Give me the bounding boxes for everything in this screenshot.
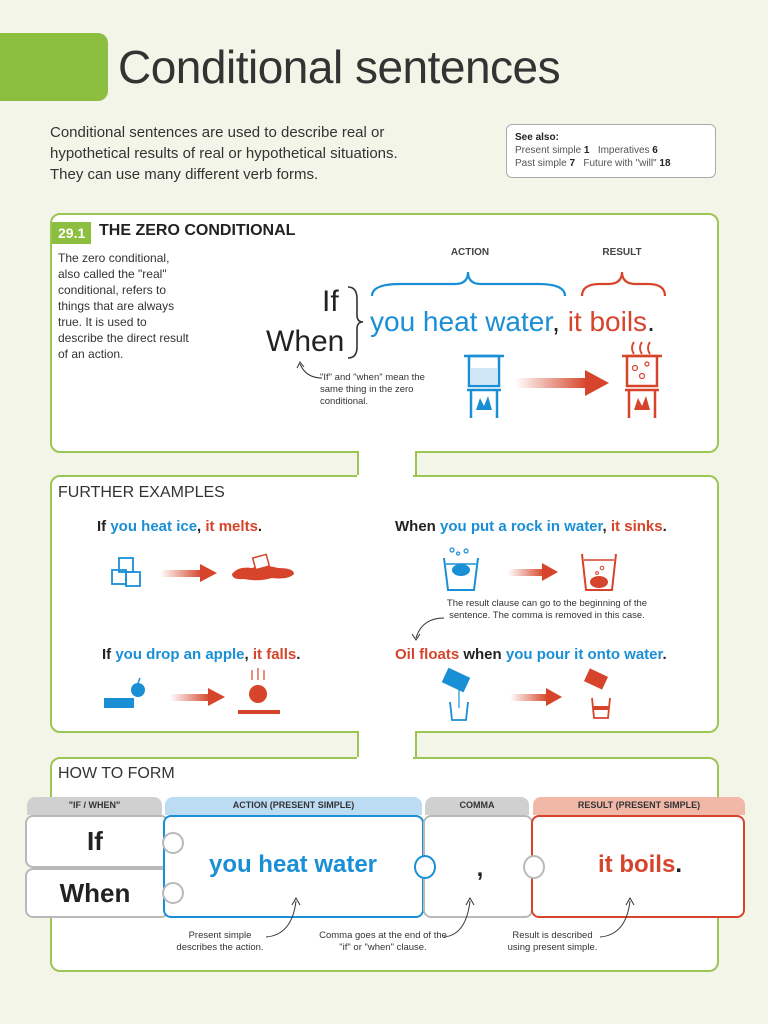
oil-floating-icon xyxy=(580,668,622,722)
ex3-action: you drop an apple xyxy=(115,646,245,663)
if-when-brace xyxy=(345,285,365,360)
see-also-num: 7 xyxy=(569,158,576,169)
see-also-link[interactable]: Future with "will" xyxy=(583,158,657,169)
see-also-link[interactable]: Present simple xyxy=(515,145,582,156)
apple-on-table-icon xyxy=(102,676,152,712)
ex3-if: If xyxy=(102,646,116,663)
action-clause: you heat water xyxy=(370,306,553,337)
see-also-num: 1 xyxy=(583,145,590,156)
see-also-box xyxy=(506,124,716,178)
panel-connector xyxy=(357,451,417,477)
form-if-word: If xyxy=(87,826,103,856)
col-action-header: ACTION (PRESENT SIMPLE) xyxy=(165,797,422,815)
ice-cubes-icon xyxy=(108,556,148,590)
note-result: Result is described using present simple. xyxy=(507,930,598,953)
form-result-clause xyxy=(540,851,740,879)
chapter-tab xyxy=(0,33,108,101)
ex2-comma: , xyxy=(602,518,611,535)
example-2 xyxy=(395,518,667,535)
ex3-period: . xyxy=(296,646,301,663)
if-word: If xyxy=(322,285,339,318)
ex4-result: Oil floats xyxy=(395,646,460,663)
ex2-period: . xyxy=(662,518,667,535)
arrow-right-icon xyxy=(510,688,562,706)
ex1-if: If xyxy=(97,518,111,535)
ex2-action: you put a rock in water xyxy=(440,518,603,535)
when-word: When xyxy=(266,325,345,358)
connector-mask xyxy=(357,757,413,760)
col-comma-header: COMMA xyxy=(425,797,529,815)
rock-in-glass-icon xyxy=(440,546,482,592)
connector-mask xyxy=(357,475,413,478)
col-if-when-header: "IF / WHEN" xyxy=(27,797,162,815)
comma: , xyxy=(552,306,560,337)
see-also-heading: See also: xyxy=(515,132,559,143)
further-note: The result clause can go to the beginning of the sentence. The comma is removed in this case. xyxy=(446,598,648,621)
further-title: FURTHER EXAMPLES xyxy=(58,484,225,501)
note-arrow xyxy=(410,612,446,642)
pouring-oil-icon xyxy=(438,668,480,722)
action-label: ACTION xyxy=(450,247,490,258)
ex1-result: it melts xyxy=(205,518,258,535)
melted-ice-icon xyxy=(228,552,298,584)
note-comma: Comma goes at the end of the "if" or "when" clause. xyxy=(319,930,447,953)
ex2-result: it sinks xyxy=(610,518,663,535)
intro-text: Conditional sentences are used to describe real or hypothetical results of real or hypothetical situations. They can use many different verb forms. xyxy=(50,124,398,183)
sunken-rock-icon xyxy=(578,546,620,592)
puzzle-knob xyxy=(162,882,184,904)
form-result-text: it boils xyxy=(597,851,676,878)
boiling-pot-icon xyxy=(620,340,664,422)
pot-on-stove-icon xyxy=(462,350,506,422)
form-comma: , xyxy=(476,855,484,882)
example-1 xyxy=(97,518,262,535)
example-4 xyxy=(395,646,667,663)
section-badge: 29.1 xyxy=(52,222,91,244)
action-result-braces xyxy=(360,262,680,302)
ex1-period: . xyxy=(257,518,263,535)
ex4-when: when xyxy=(459,646,506,663)
zero-example-sentence xyxy=(370,306,655,338)
see-also-num: 18 xyxy=(659,158,671,169)
see-also-line-2 xyxy=(515,157,707,170)
see-also-num: 6 xyxy=(652,145,658,156)
result-clause: it boils xyxy=(567,306,648,337)
ex4-action: you pour it onto water xyxy=(505,646,663,663)
ex3-comma: , xyxy=(244,646,253,663)
ex4-period: . xyxy=(662,646,667,663)
form-period: . xyxy=(675,851,682,878)
arrow-right-icon xyxy=(170,688,225,706)
ex1-comma: , xyxy=(197,518,206,535)
see-also-link[interactable]: Imperatives xyxy=(597,145,650,156)
col-result-header: RESULT (PRESENT SIMPLE) xyxy=(533,797,745,815)
period: . xyxy=(647,306,655,337)
panel-connector xyxy=(357,731,417,759)
see-also-line-1 xyxy=(515,144,707,157)
arrow-right-icon xyxy=(515,370,610,396)
ex3-result: it falls xyxy=(252,646,297,663)
form-action-clause: you heat water xyxy=(208,851,378,878)
form-when-word: When xyxy=(59,878,131,908)
arrow-right-icon xyxy=(160,564,218,582)
section-title: THE ZERO CONDITIONAL xyxy=(99,222,296,239)
falling-apple-icon xyxy=(236,668,282,718)
result-label: RESULT xyxy=(602,247,642,258)
ex2-when: When xyxy=(395,518,440,535)
how-title: HOW TO FORM xyxy=(58,765,175,782)
example-3 xyxy=(102,646,300,663)
ex1-action: you heat ice xyxy=(110,518,198,535)
see-also-link[interactable]: Past simple xyxy=(515,158,567,169)
arrow-right-icon xyxy=(508,563,558,581)
page-title: Conditional sentences xyxy=(118,41,561,93)
zero-description: The zero conditional, also called the "real" conditional, refers to things that are always true. It is used to describe the direct result of an action. xyxy=(58,251,189,361)
zero-note: "If" and "when" mean the same thing in the zero conditional. xyxy=(320,372,425,407)
note-present-simple: Present simple describes the action. xyxy=(176,930,264,953)
